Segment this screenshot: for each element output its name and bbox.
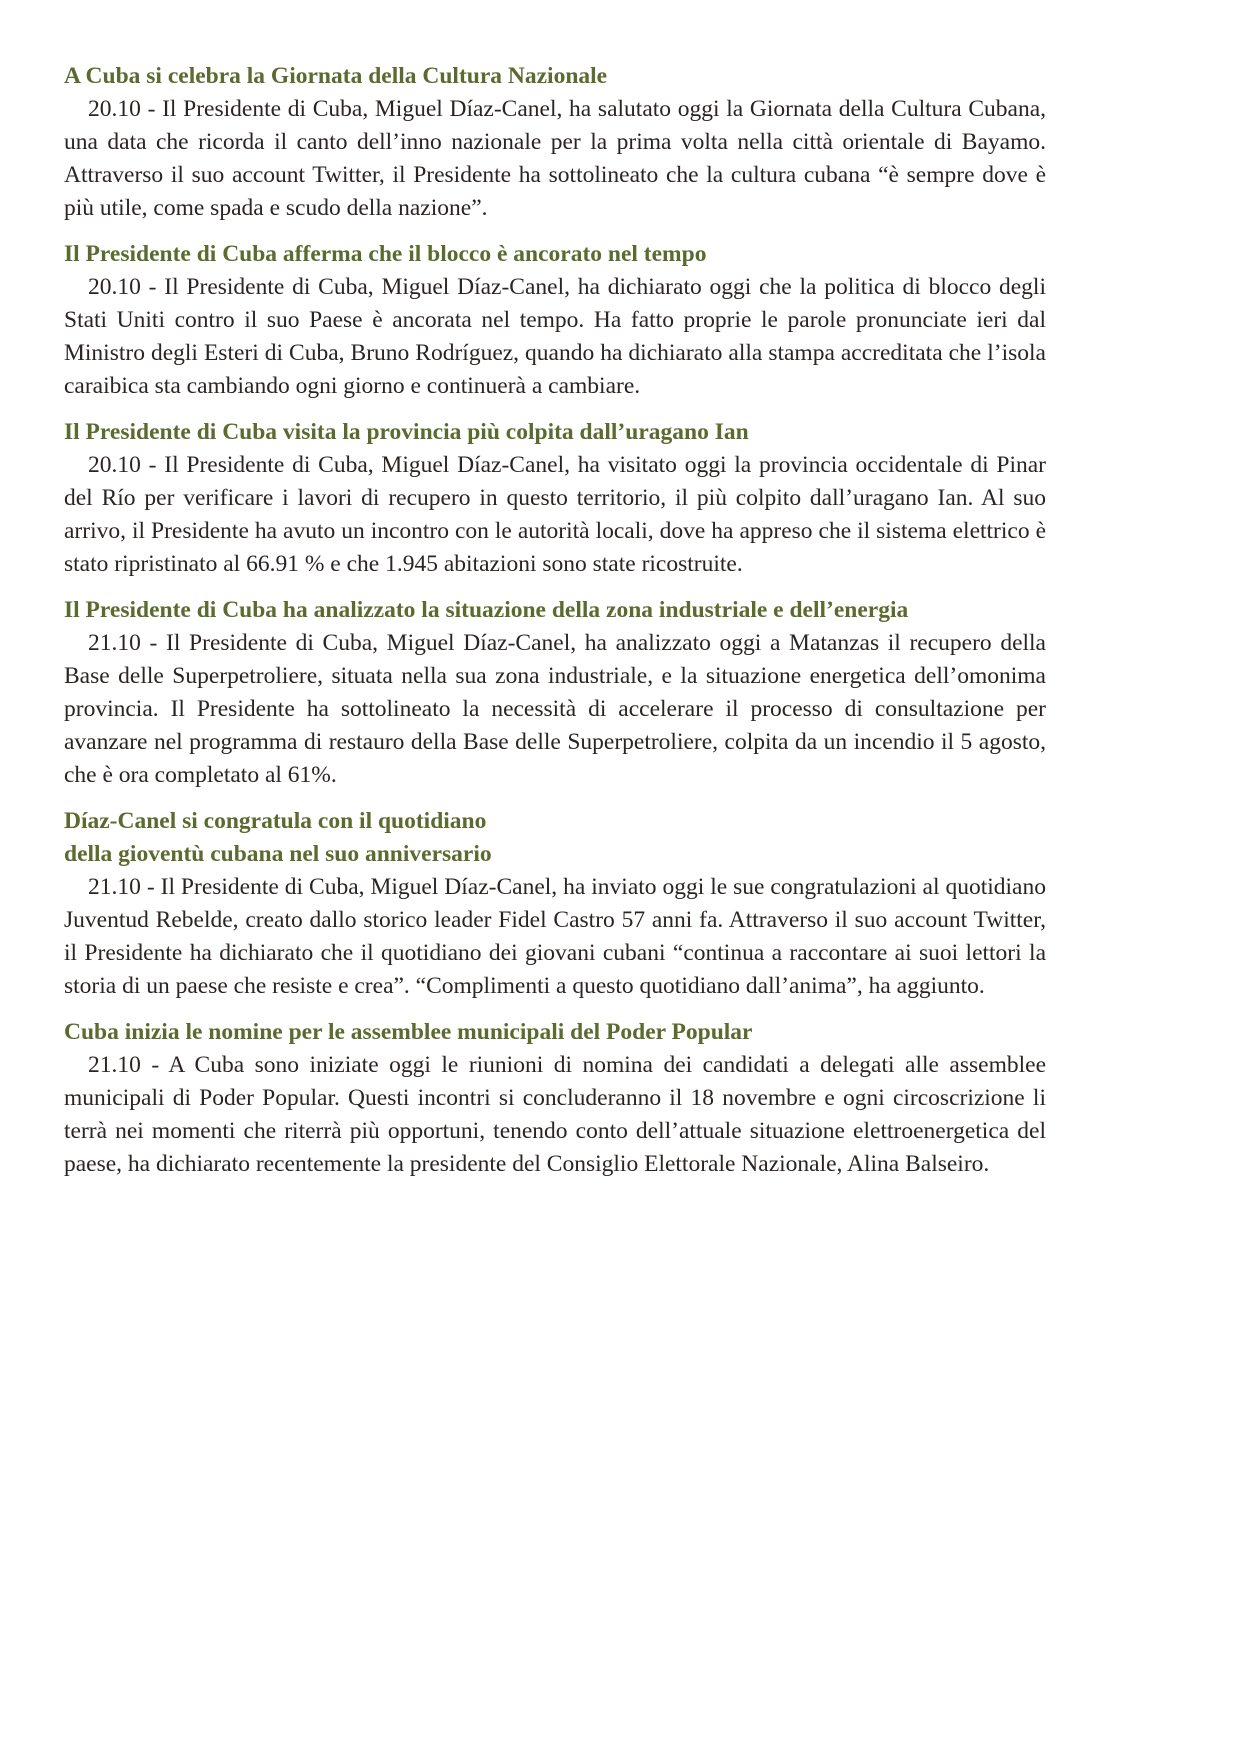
news-headline: Il Presidente di Cuba visita la provincia più colpita dall’uragano Ian	[64, 419, 749, 445]
news-headline-line-1: Díaz-Canel si congratula con il quotidiano	[64, 808, 487, 834]
news-body: 21.10 - A Cuba sono iniziate oggi le riunioni di nomina dei candidati a delegati alle assemblee municipali di Poder Popular. Questi incontri si concluderanno il 18 novembre e ogni circoscrizione li terrà nei momenti che riterrà più opportuni, tenendo conto dell’attuale situazione elettroenergetica del paese, ha dichiarato recentemente la presidente del Consiglio Elettorale Nazionale, Alina Balseiro.	[64, 1052, 1046, 1177]
news-item	[64, 805, 1046, 1003]
news-item	[64, 1016, 1046, 1181]
news-body: 20.10 - Il Presidente di Cuba, Miguel Díaz-Canel, ha visitato oggi la provincia occidentale di Pinar del Río per verificare i lavori di recupero in questo territorio, il più colpito dall’uragano Ian. Al suo arrivo, il Presidente ha avuto un incontro con le autorità locali, dove ha appreso che il sistema elettrico è stato ripristinato al 66.91 % e che 1.945 abitazioni sono state ricostruite.	[64, 452, 1046, 577]
news-headline: Cuba inizia le nomine per le assemblee municipali del Poder Popular	[64, 1019, 753, 1045]
news-body: 21.10 - Il Presidente di Cuba, Miguel Díaz-Canel, ha inviato oggi le sue congratulazioni al quotidiano Juventud Rebelde, creato dallo storico leader Fidel Castro 57 anni fa. Attraverso il suo account Twitter, il Presidente ha dichiarato che il quotidiano dei giovani cubani “continua a raccontare ai suoi lettori la storia di un paese che resiste e crea”. “Complimenti a questo quotidiano dall’anima”, ha aggiunto.	[64, 874, 1046, 999]
news-item	[64, 238, 1046, 403]
news-item	[64, 594, 1046, 792]
news-body: 21.10 - Il Presidente di Cuba, Miguel Díaz-Canel, ha analizzato oggi a Matanzas il recupero della Base delle Superpetroliere, situata nella sua zona industriale, e la situazione energetica dell’omonima provincia. Il Presidente ha sottolineato la necessità di accelerare il processo di consultazione per avanzare nel programma di restauro della Base delle Superpetroliere, colpita da un incendio il 5 agosto, che è ora completato al 61%.	[64, 630, 1046, 788]
news-headline: A Cuba si celebra la Giornata della Cultura Nazionale	[64, 63, 608, 89]
news-headline-line-2: della gioventù cubana nel suo anniversario	[64, 841, 492, 867]
news-headline: Il Presidente di Cuba afferma che il blocco è ancorato nel tempo	[64, 241, 707, 267]
news-item	[64, 416, 1046, 581]
news-body: 20.10 - Il Presidente di Cuba, Miguel Díaz-Canel, ha dichiarato oggi che la politica di blocco degli Stati Uniti contro il suo Paese è ancorata nel tempo. Ha fatto proprie le parole pronunciate ieri dal Ministro degli Esteri di Cuba, Bruno Rodríguez, quando ha dichiarato alla stampa accreditata che l’isola caraibica sta cambiando ogni giorno e continuerà a cambiare.	[64, 274, 1046, 399]
news-body: 20.10 - Il Presidente di Cuba, Miguel Díaz-Canel, ha salutato oggi la Giornata della Cultura Cubana, una data che ricorda il canto dell’inno nazionale per la prima volta nella città orientale di Bayamo. Attraverso il suo account Twitter, il Presidente ha sottolineato che la cultura cubana “è sempre dove è più utile, come spada e scudo della nazione”.	[64, 96, 1046, 221]
news-item	[64, 60, 1046, 225]
document-page	[64, 60, 1046, 1194]
news-headline: Il Presidente di Cuba ha analizzato la situazione della zona industriale e dell’energia	[64, 597, 909, 623]
